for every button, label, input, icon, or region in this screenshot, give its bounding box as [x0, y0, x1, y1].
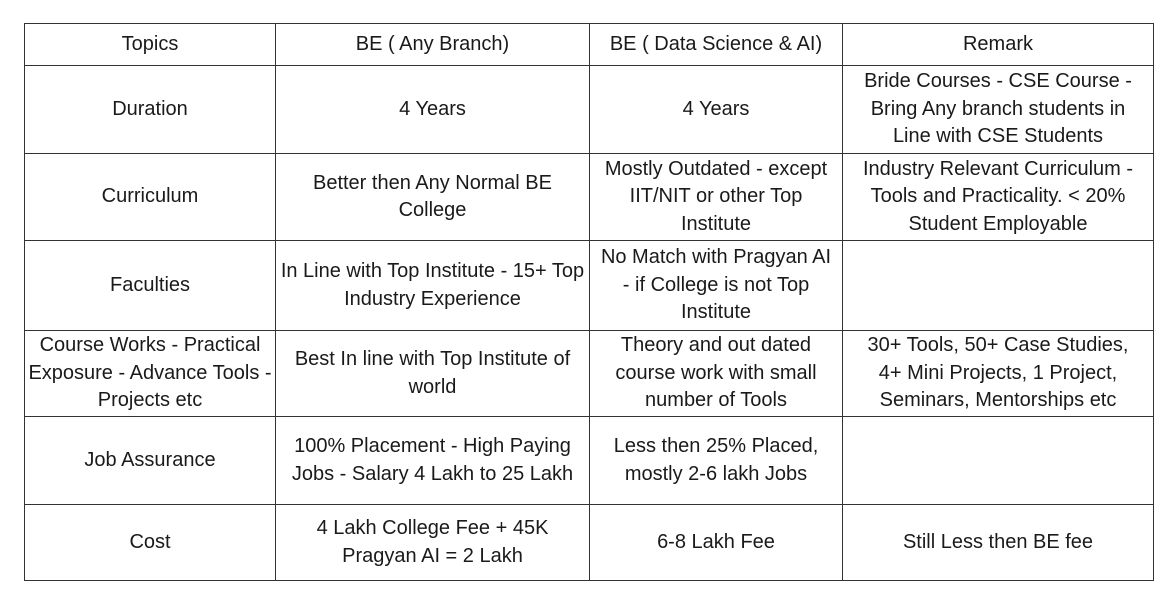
- header-be-data-science-ai: BE ( Data Science & AI): [590, 24, 843, 66]
- cell-remark: [843, 417, 1154, 505]
- table-row: [25, 417, 1154, 505]
- cell-ds-ai: [590, 154, 843, 241]
- table-row: [25, 66, 1154, 154]
- cell-any-branch: Best In line with Top Institute of world: [276, 331, 590, 417]
- cell-any-branch: 100% Placement - High Paying Jobs - Salary 4 Lakh to 25 Lakh: [276, 417, 590, 505]
- remark-text: 30+ Tools, 50+ Case Studies, 4+ Mini Projects, 1 Project, Seminars, Mentorships etc: [867, 334, 1129, 412]
- cell-topic: Duration: [25, 66, 276, 154]
- cell-topic: Faculties: [25, 241, 276, 331]
- cell-any-branch: [276, 154, 590, 241]
- table-row: [25, 241, 1154, 331]
- ds-ai-text: No Match with Pragyan AI - if College is not Top Institute: [600, 246, 832, 324]
- cell-remark: [843, 331, 1154, 417]
- cell-ds-ai: 6-8 Lakh Fee: [590, 505, 843, 581]
- cell-topic: Course Works - Practical Exposure - Advance Tools - Projects etc: [25, 331, 276, 417]
- cell-any-branch: 4 Years: [276, 66, 590, 154]
- ds-ai-text: Less then 25% Placed, mostly 2-6 lakh Jobs: [613, 435, 819, 485]
- cell-topic: Job Assurance: [25, 417, 276, 505]
- cell-topic: Curriculum: [25, 154, 276, 241]
- header-remark: Remark: [843, 24, 1154, 66]
- cell-remark: Industry Relevant Curriculum - Tools and Practicality. < 20% Student Employable: [843, 154, 1154, 241]
- cell-ds-ai: [590, 241, 843, 331]
- cell-ds-ai: 4 Years: [590, 66, 843, 154]
- cell-remark: [843, 241, 1154, 331]
- cell-any-branch: In Line with Top Institute - 15+ Top Industry Experience: [276, 241, 590, 331]
- remark-text: Bride Courses - CSE Course - Bring Any branch students in Line with CSE Students: [864, 70, 1132, 148]
- header-be-any-branch: BE ( Any Branch): [276, 24, 590, 66]
- comparison-table: [24, 23, 1154, 581]
- cell-ds-ai: Theory and out dated course work with small number of Tools: [590, 331, 843, 417]
- header-topics: Topics: [25, 24, 276, 66]
- table-row: [25, 331, 1154, 417]
- table-row: [25, 154, 1154, 241]
- cell-remark: Still Less then BE fee: [843, 505, 1154, 581]
- any-branch-text: 4 Lakh College Fee + 45K Pragyan AI = 2 Lakh: [316, 517, 549, 567]
- header-row: [25, 24, 1154, 66]
- table-row: [25, 505, 1154, 581]
- cell-topic: Cost: [25, 505, 276, 581]
- any-branch-text: Better then Any Normal BE College: [312, 171, 552, 221]
- cell-remark: [843, 66, 1154, 154]
- cell-ds-ai: [590, 417, 843, 505]
- ds-ai-text: Mostly Outdated - except IIT/NIT or other Top Institute: [604, 157, 828, 235]
- cell-any-branch: [276, 505, 590, 581]
